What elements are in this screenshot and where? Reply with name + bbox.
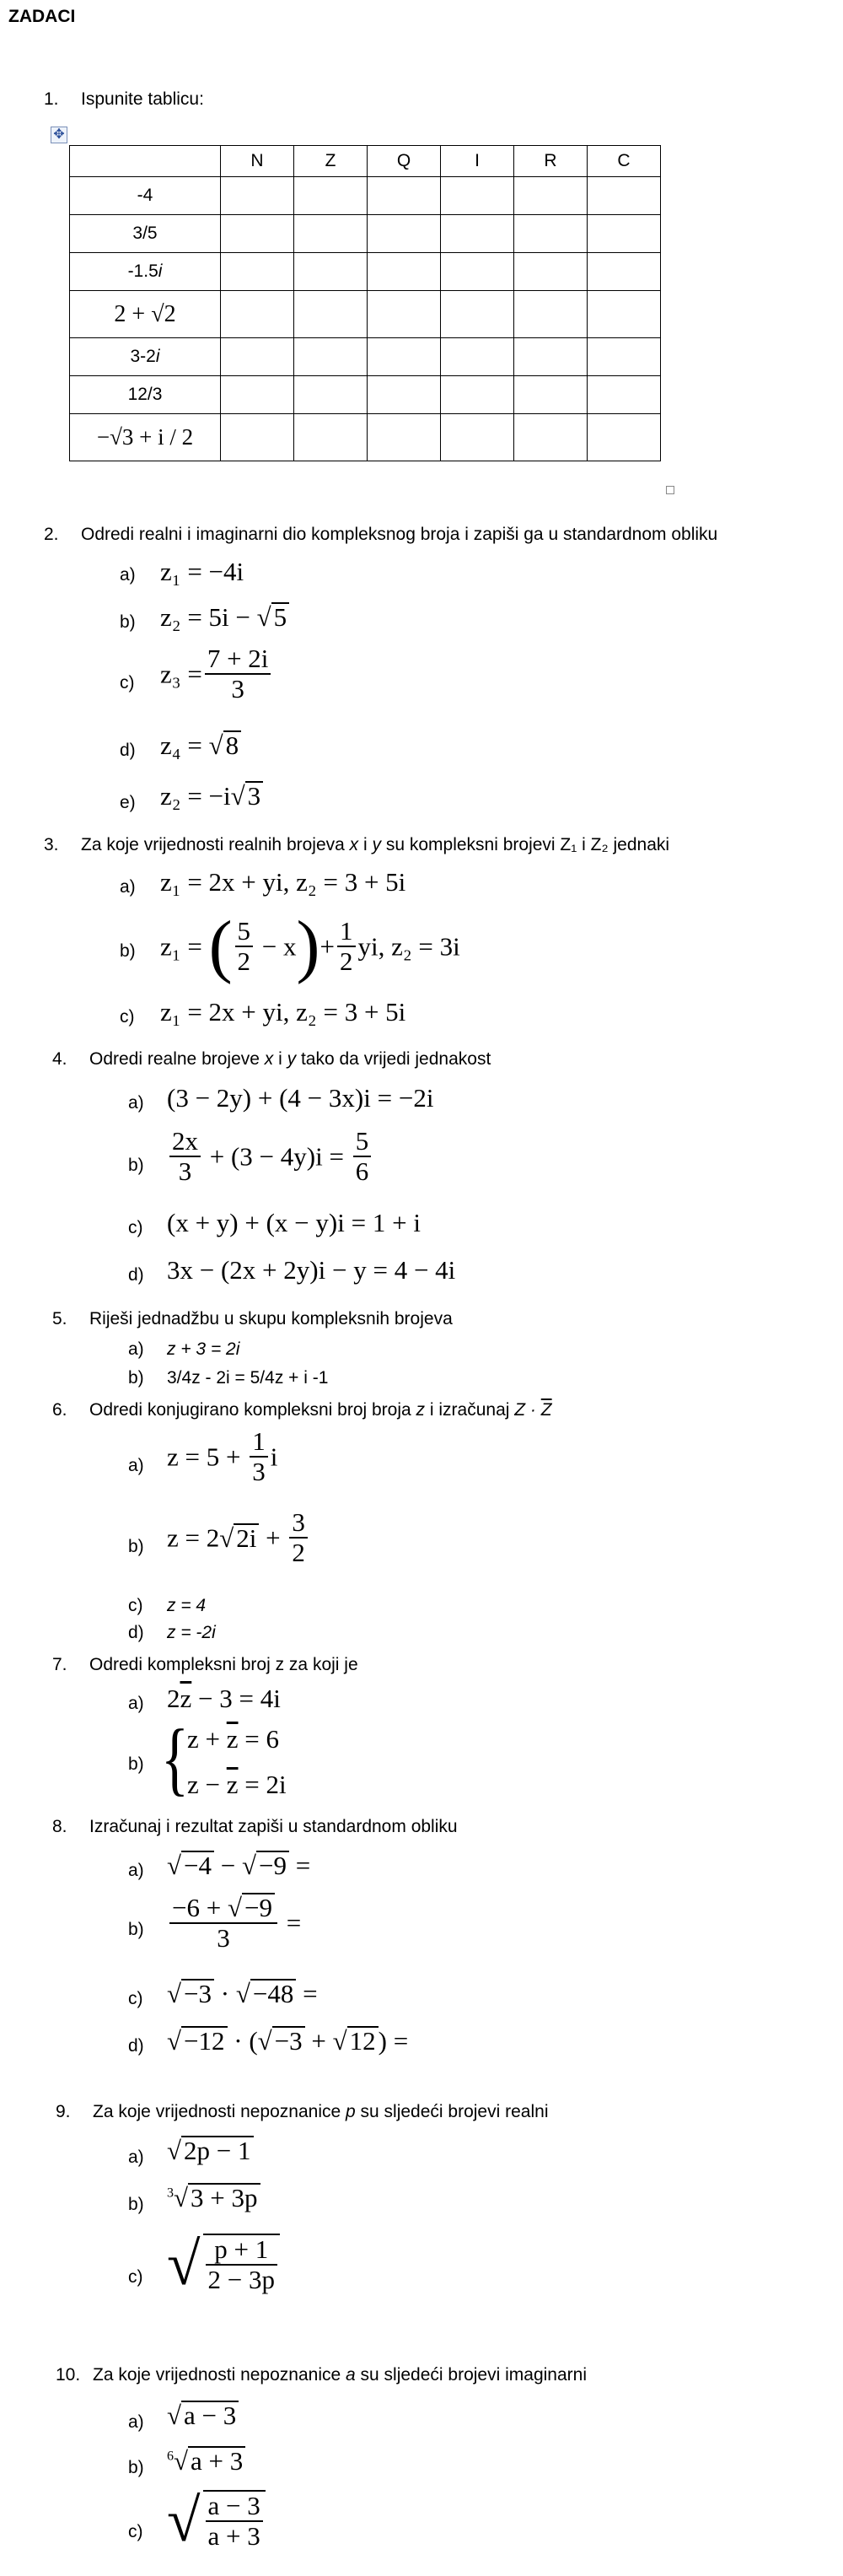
q7-expr-a: $2\overline{z} - 3 = 4i$ (167, 1684, 281, 1713)
q4-number: 4. (52, 1049, 67, 1069)
table-cell[interactable] (514, 215, 588, 253)
table-cell[interactable] (588, 291, 661, 338)
row-header-cell: 3/5 (70, 215, 221, 253)
q10-text: Za koje vrijednosti nepoznanice a su sljedeći brojevi imaginarni (93, 2365, 587, 2385)
q8-expr-d: √−12 · (√−3 + √12) = (167, 2026, 409, 2056)
q3-expr-b: z₁ = ( $\frac{5}{2}$ − x)+ $\frac{1}{2}$ yi, z₂ = 3i (160, 907, 460, 985)
q3-label-c: c) (120, 1007, 135, 1027)
table-cell[interactable] (588, 253, 661, 291)
table-cell[interactable] (221, 291, 294, 338)
system-brace: { (161, 1713, 189, 1804)
q7-expr-b1: $z + \overline{z} = 6$ (187, 1724, 279, 1754)
move-icon[interactable]: ✥ (51, 127, 67, 143)
q1-text: Ispunite tablicu: (81, 89, 204, 109)
q4-label-a: a) (128, 1093, 144, 1113)
q9-label-c: c) (128, 2267, 143, 2287)
q2-expr-b: z₂ = 5i − √5 (160, 602, 289, 632)
table-cell[interactable] (588, 215, 661, 253)
table-header-cell (70, 146, 221, 177)
table-cell[interactable] (514, 253, 588, 291)
q4-label-d: d) (128, 1265, 144, 1285)
q8-label-c: c) (128, 1989, 143, 2008)
table-header-cell: R (514, 146, 588, 177)
table-cell[interactable] (221, 338, 294, 376)
q6-expr-c: z = 4 (167, 1596, 207, 1615)
table-cell[interactable] (221, 215, 294, 253)
table-cell[interactable] (294, 338, 368, 376)
q2-expr-a: z₁ = −4i (160, 557, 244, 586)
q2-label-d: d) (120, 741, 136, 760)
q8-label-a: a) (128, 1861, 144, 1880)
table-cell[interactable] (368, 338, 441, 376)
q9-number: 9. (56, 2102, 71, 2121)
q7-label-a: a) (128, 1694, 144, 1713)
table-cell[interactable] (441, 376, 514, 414)
q2-expr-d: z₄ = √8 (160, 730, 241, 760)
q3-expr-a: z₁ = 2x + yi, z₂ = 3 + 5i (160, 867, 406, 897)
row-header-cell: 2 + √2 (70, 291, 221, 338)
q5-expr-b: 3/4z - 2i = 5/4z + i -1 (167, 1368, 329, 1388)
table-cell[interactable] (294, 414, 368, 461)
table-cell[interactable] (221, 414, 294, 461)
table-row (70, 414, 661, 461)
q6-label-d: d) (128, 1623, 144, 1642)
document-title: ZADACI (8, 7, 76, 26)
q2-expr-e: z₂ = −i√3 (160, 781, 263, 811)
q3-number: 3. (44, 835, 59, 854)
table-cell[interactable] (294, 253, 368, 291)
q3-label-a: a) (120, 877, 136, 897)
q10-label-a: a) (128, 2412, 144, 2432)
table-cell[interactable] (221, 376, 294, 414)
table-cell[interactable] (441, 215, 514, 253)
q7-label-b: b) (128, 1754, 144, 1774)
table-row (70, 291, 661, 338)
q7-expr-b2: $z - \overline{z} = 2i$ (187, 1770, 287, 1799)
q7-number: 7. (52, 1655, 67, 1674)
q10-label-c: c) (128, 2522, 143, 2541)
table-cell[interactable] (221, 177, 294, 215)
table-cell[interactable] (368, 177, 441, 215)
table-cell[interactable] (368, 376, 441, 414)
q10-expr-c: √ $\frac{a - 3}{a + 3}$ (167, 2490, 268, 2551)
q10-label-b: b) (128, 2458, 144, 2477)
q2-label-e: e) (120, 793, 136, 812)
table-row (70, 215, 661, 253)
q6-label-c: c) (128, 1596, 143, 1615)
q10-expr-b: $^6$√a + 3 (167, 2446, 245, 2476)
table-header-cell: N (221, 146, 294, 177)
table-cell[interactable] (221, 253, 294, 291)
table-cell[interactable] (441, 338, 514, 376)
q2-text: Odredi realni i imaginarni dio kompleksnog broja i zapiši ga u standardnom obliku (81, 525, 718, 544)
q6-number: 6. (52, 1400, 67, 1420)
q10-expr-a: √a − 3 (167, 2401, 239, 2430)
q5-label-b: b) (128, 1368, 144, 1388)
q5-number: 5. (52, 1309, 67, 1328)
table-row (70, 253, 661, 291)
table-cell[interactable] (294, 215, 368, 253)
q5-text: Riješi jednadžbu u skupu kompleksnih brojeva (89, 1309, 453, 1328)
q3-expr-c: z₁ = 2x + yi, z₂ = 3 + 5i (160, 997, 406, 1027)
q8-number: 8. (52, 1817, 67, 1836)
table-cell[interactable] (441, 291, 514, 338)
table-header-cell: Q (368, 146, 441, 177)
q9-text: Za koje vrijednosti nepoznanice p su sljedeći brojevi realni (93, 2102, 549, 2121)
q10-number: 10. (56, 2365, 81, 2385)
q8-text: Izračunaj i rezultat zapiši u standardnom obliku (89, 1817, 458, 1836)
q9-expr-c: √ $\frac{p + 1}{2 - 3p}$ (167, 2234, 282, 2294)
row-header-cell (70, 253, 221, 291)
q4-expr-a: (3 − 2y) + (4 − 3x)i = −2i (167, 1083, 434, 1113)
q2-label-b: b) (120, 612, 136, 632)
q3-label-b: b) (120, 941, 136, 961)
table-cell[interactable] (441, 414, 514, 461)
table-cell[interactable] (514, 376, 588, 414)
q1-number: 1. (44, 89, 59, 109)
table-cell[interactable] (368, 215, 441, 253)
table-cell[interactable] (368, 253, 441, 291)
q6-label-b: b) (128, 1537, 144, 1556)
table-cell[interactable] (514, 414, 588, 461)
table-header-row (70, 146, 661, 177)
q5-expr-a: z + 3 = 2i (167, 1339, 240, 1359)
table-cell[interactable] (294, 291, 368, 338)
q2-number: 2. (44, 525, 59, 544)
table-resize-handle[interactable] (666, 486, 674, 494)
q8-label-b: b) (128, 1920, 144, 1939)
q2-expr-c: z₃ = $\frac{7 + 2i}{3}$ (160, 644, 273, 703)
q8-label-d: d) (128, 2036, 144, 2056)
q7-text: Odredi kompleksni broj z za koji je (89, 1655, 358, 1674)
q2-label-c: c) (120, 673, 135, 693)
imag-unit: i (158, 261, 163, 281)
q3-text: Za koje vrijednosti realnih brojeva x i y su kompleksni brojevi Z₁ i Z₂ jednaki (81, 835, 670, 854)
table-cell[interactable] (514, 291, 588, 338)
q6-text: Odredi konjugirano kompleksni broj broja z i izračunaj $Z \cdot \overline{Z}$ (89, 1400, 552, 1420)
table-cell[interactable] (588, 177, 661, 215)
table-cell[interactable] (294, 177, 368, 215)
q8-expr-b: $\frac{-6 + √-9}{3}$ = (167, 1893, 301, 1953)
row-header-cell: -4 (70, 177, 221, 215)
q6-expr-d: z = -2i (167, 1623, 216, 1642)
table-cell[interactable] (441, 177, 514, 215)
q4-expr-c: (x + y) + (x − y)i = 1 + i (167, 1208, 421, 1237)
number-sets-table[interactable] (69, 145, 661, 461)
table-cell[interactable] (588, 414, 661, 461)
q9-expr-b: $^3$√3 + 3p (167, 2183, 260, 2212)
row-header-cell (70, 338, 221, 376)
q4-expr-b: $\frac{2x}{3}$ + (3 − 4y)i = $\frac{5}{6}$ (167, 1127, 373, 1186)
table-cell[interactable] (514, 177, 588, 215)
row-value: -1.5 (127, 261, 158, 281)
table-row (70, 376, 661, 414)
table-cell[interactable] (294, 376, 368, 414)
table-cell[interactable] (588, 376, 661, 414)
table-cell[interactable] (368, 291, 441, 338)
table-header-cell: C (588, 146, 661, 177)
q6-label-a: a) (128, 1456, 144, 1475)
q6-expr-a: z = 5 + $\frac{1}{3}$ i (167, 1426, 278, 1487)
row-header-cell: 12/3 (70, 376, 221, 414)
table-cell[interactable] (441, 253, 514, 291)
q9-label-b: b) (128, 2195, 144, 2214)
table-cell[interactable] (514, 338, 588, 376)
q4-label-c: c) (128, 1218, 143, 1237)
q6-expr-b: z = 2√2i + $\frac{3}{2}$ (167, 1508, 310, 1567)
table-cell[interactable] (588, 338, 661, 376)
row-header-cell: −√3 + i / 2 (70, 414, 221, 461)
q5-label-a: a) (128, 1339, 144, 1359)
q2-label-a: a) (120, 565, 136, 585)
q8-expr-c: √−3 · √−48 = (167, 1979, 318, 2008)
row-value: 3-2 (130, 347, 156, 366)
table-header-cell: Z (294, 146, 368, 177)
table-cell[interactable] (368, 414, 441, 461)
q4-text: Odredi realne brojeve x i y tako da vrijedi jednakost (89, 1049, 491, 1069)
q4-expr-d: 3x − (2x + 2y)i − y = 4 − 4i (167, 1255, 456, 1285)
q9-label-a: a) (128, 2148, 144, 2167)
table-row (70, 177, 661, 215)
q9-expr-a: √2p − 1 (167, 2136, 254, 2165)
q8-expr-a: √−4 − √−9 = (167, 1851, 311, 1880)
q4-label-b: b) (128, 1156, 144, 1175)
table-header-cell: I (441, 146, 514, 177)
imag-unit: i (155, 347, 160, 366)
table-row (70, 338, 661, 376)
